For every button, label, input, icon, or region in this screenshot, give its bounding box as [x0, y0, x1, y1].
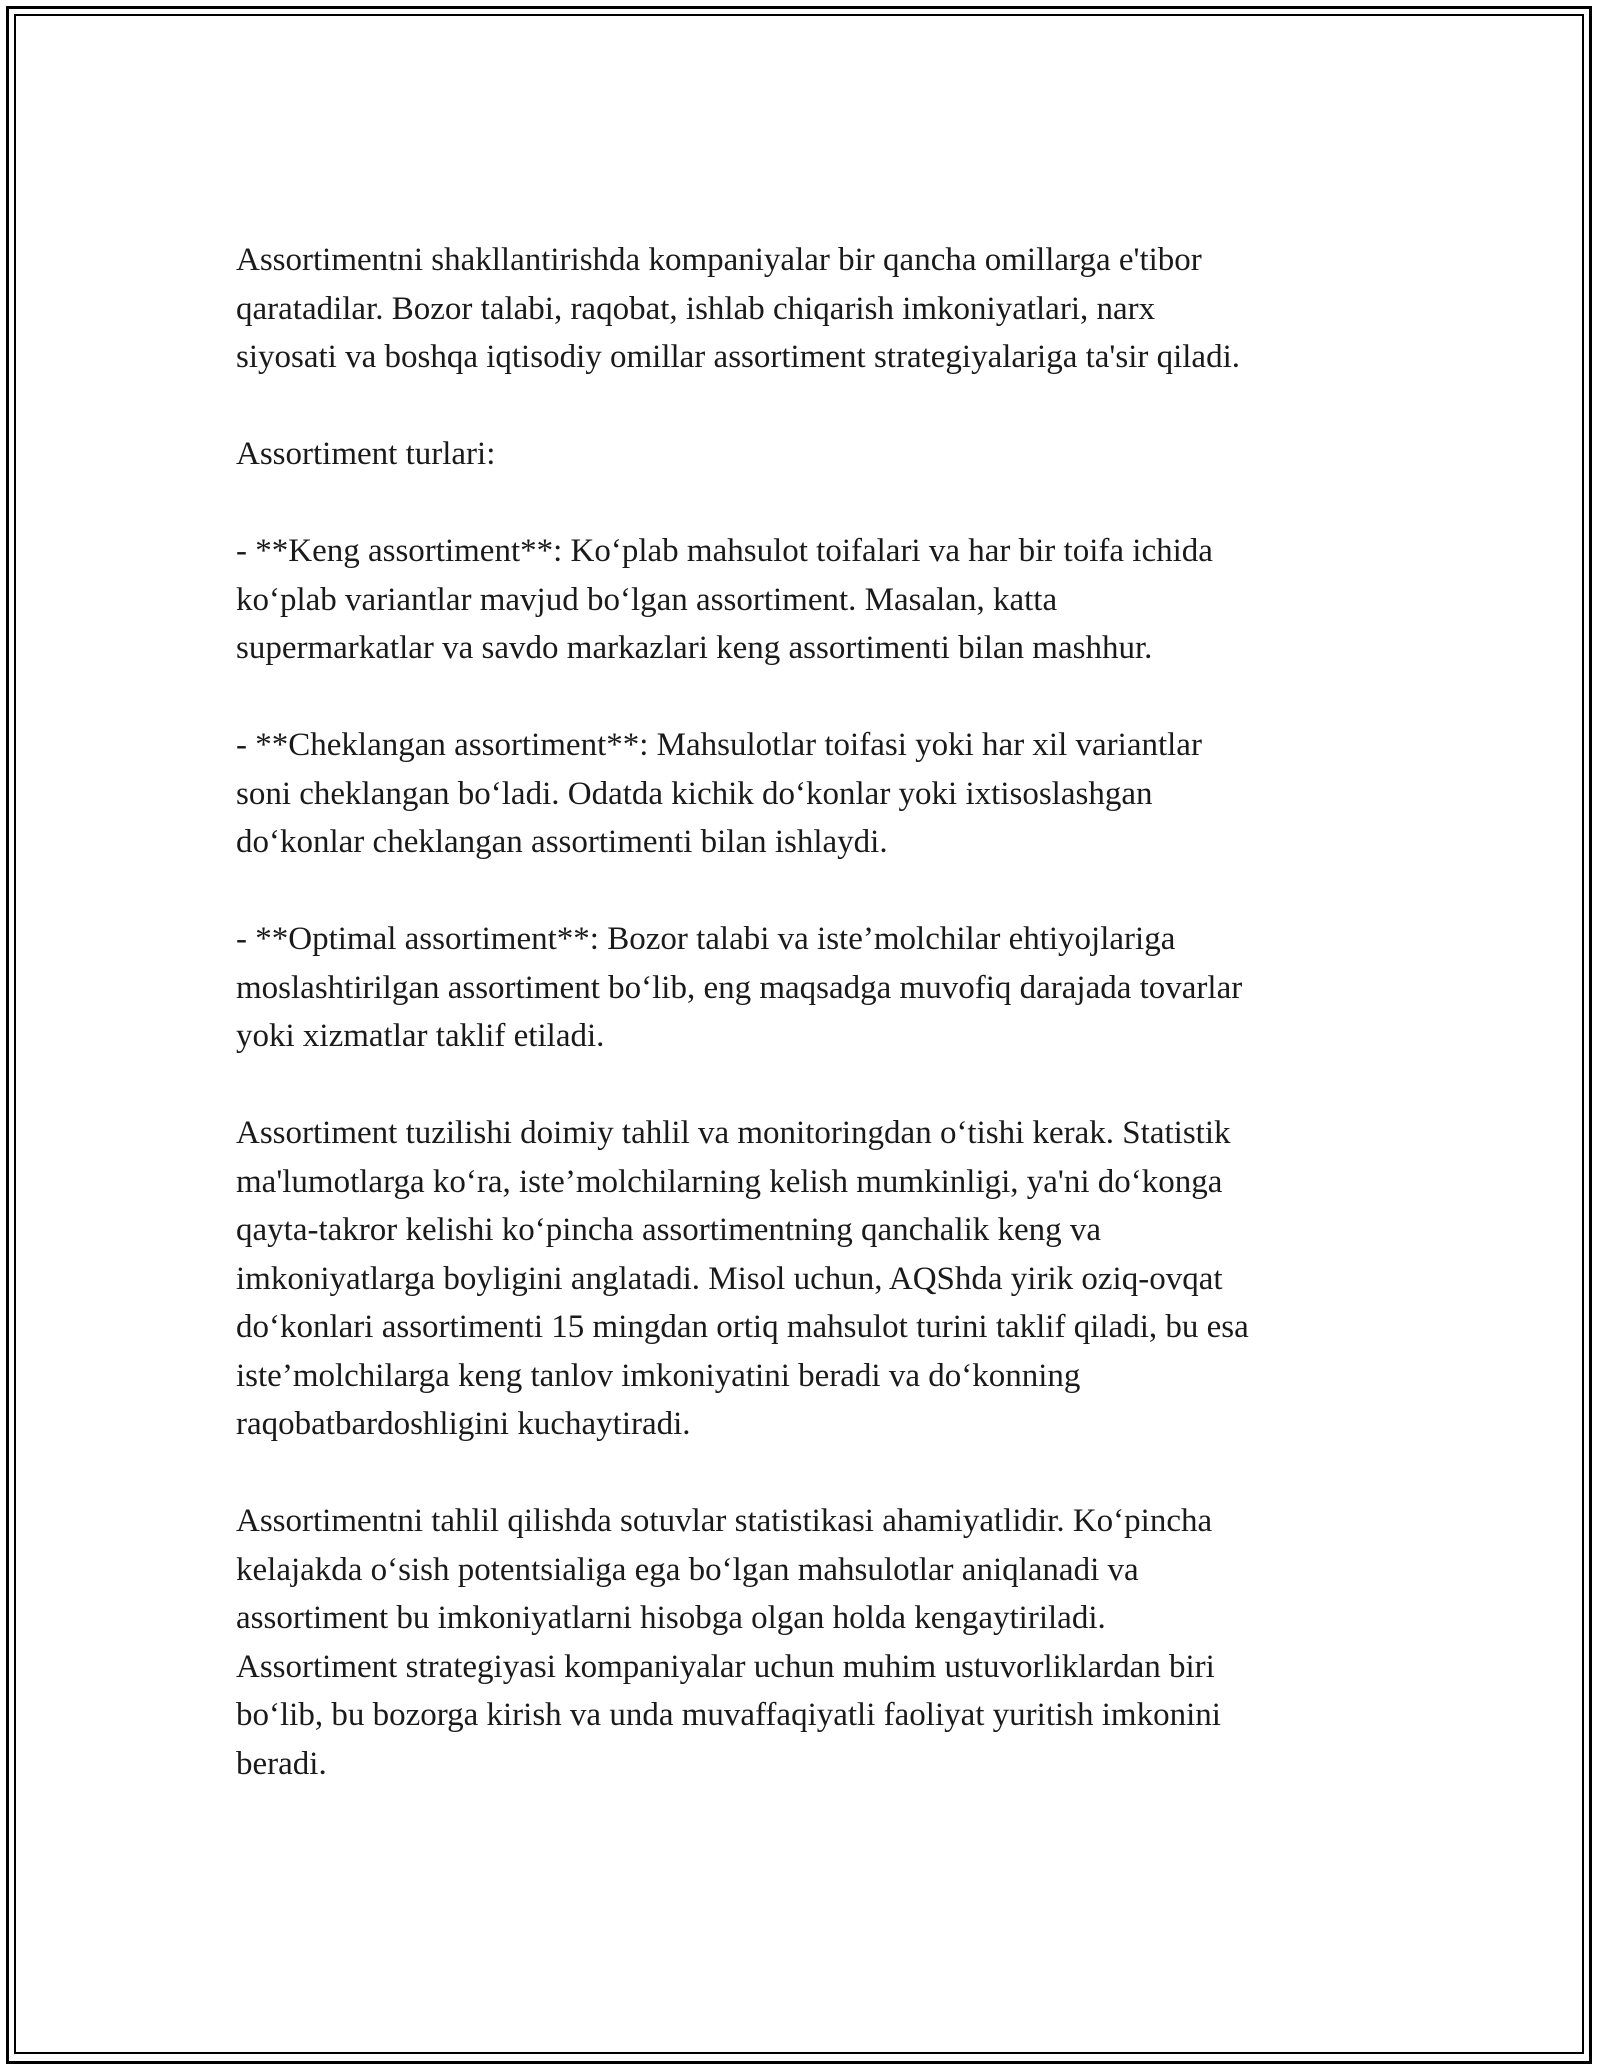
- list-item-wide-assortment: - **Keng assortiment**: Ko‘plab mahsulot toifalari va har bir toifa ichida ko‘plab variantlar mavjud bo‘lgan assortiment. Masalan, katta supermarkatlar va savdo markazlari keng assortimenti bilan mashhur.: [236, 533, 1213, 666]
- document-body: [236, 236, 1386, 1788]
- paragraph-structure-analysis: Assortiment tuzilishi doimiy tahlil va monitoringdan o‘tishi kerak. Statistik ma'lumotlarga ko‘ra, iste’molchilarning kelish mumkinligi, ya'ni do‘konga qayta-takror kelishi ko‘pincha assortimentning qanchalik keng va imkoniyatlarga boyligini anglatadi. Misol uchun, AQShda yirik oziq-ovqat do‘konlari assortimenti 15 mingdan ortiq mahsulot turini taklif qiladi, bu esa iste’molchilarga keng tanlov imkoniyatini beradi va do‘konning raqobatbardoshligini kuchaytiradi.: [236, 1115, 1249, 1442]
- list-item-limited-assortment: - **Cheklangan assortiment**: Mahsulotlar toifasi yoki har xil variantlar soni cheklangan bo‘ladi. Odatda kichik do‘konlar yoki ixtisoslashgan do‘konlar cheklangan assortimenti bilan ishlaydi.: [236, 727, 1202, 860]
- section-heading-assortment-types: Assortiment turlari:: [236, 436, 496, 472]
- list-item-optimal-assortment: - **Optimal assortiment**: Bozor talabi va iste’molchilar ehtiyojlariga moslashtirilgan assortiment bo‘lib, eng maqsadga muvofiq darajada tovarlar yoki xizmatlar taklif etiladi.: [236, 921, 1243, 1054]
- paragraph-intro: Assortimentni shakllantirishda kompaniyalar bir qancha omillarga e'tibor qaratadilar. Bozor talabi, raqobat, ishlab chiqarish imkoniyatlari, narx siyosati va boshqa iqtisodiy omillar assortiment strategiyalariga ta'sir qiladi.: [236, 242, 1241, 375]
- paragraph-sales-statistics: Assortimentni tahlil qilishda sotuvlar statistikasi ahamiyatlidir. Ko‘pincha kelajakda o‘sish potentsialiga ega bo‘lgan mahsulotlar aniqlanadi va assortiment bu imkoniyatlarni hisobga olgan holda kengaytiriladi. Assortiment strategiyasi kompaniyalar uchun muhim ustuvorliklardan biri bo‘lib, bu bozorga kirish va unda muvaffaqiyatli faoliyat yuritish imkonini beradi.: [236, 1503, 1221, 1782]
